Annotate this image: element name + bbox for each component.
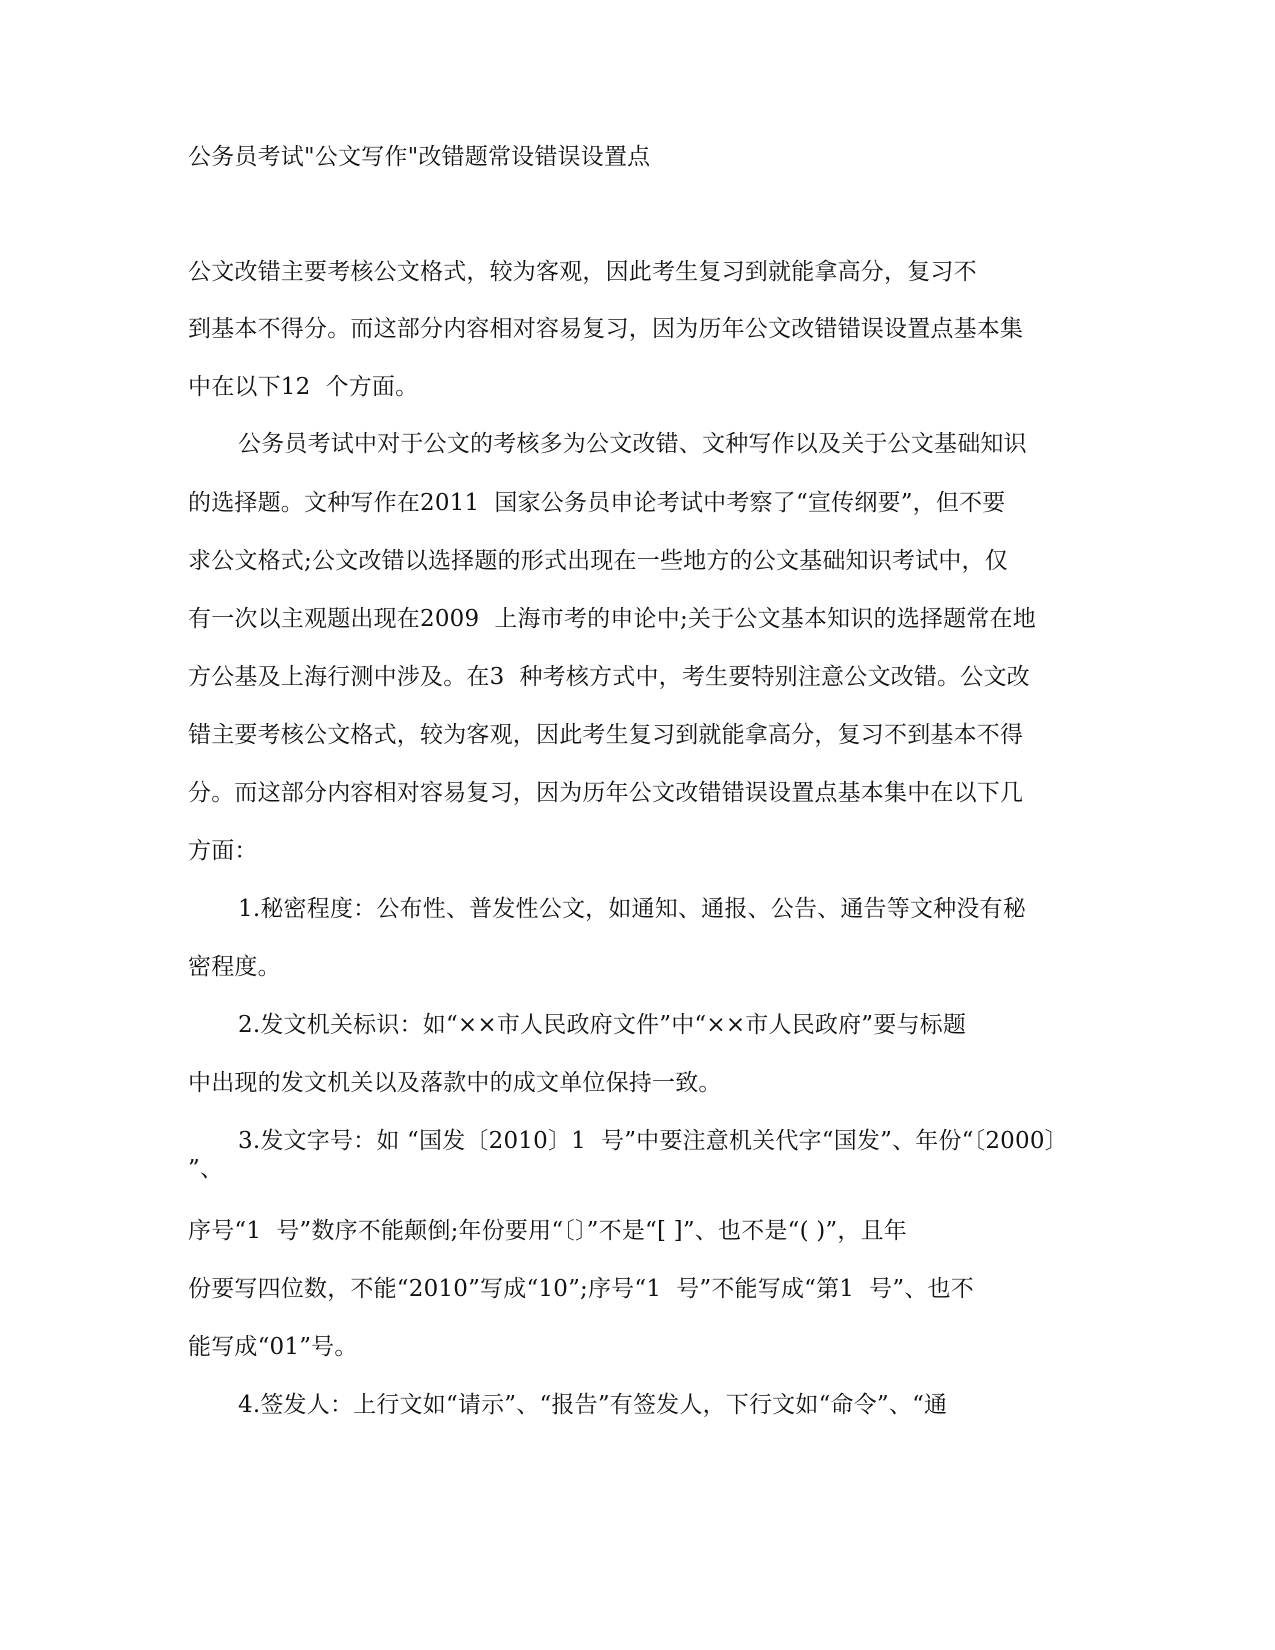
text-line: 公务员考试中对于公文的考核多为公文改错、文种写作以及关于公文基础知识 <box>238 431 1027 457</box>
text-line: 能写成“01”号。 <box>188 1334 358 1360</box>
text-line: 4.签发人：上行文如“请示”、“报告”有签发人，下行文如“命令”、“通 <box>238 1392 948 1418</box>
text-line: 求公文格式;公文改错以选择题的形式出现在一些地方的公文基础知识考试中，仅 <box>188 548 1008 574</box>
text-line: 份要写四位数，不能“2010”写成“10”;序号“1 号”不能写成“第1 号”、也不 <box>188 1276 974 1302</box>
text-line: 1.秘密程度：公布性、普发性公文，如通知、通报、公告、通告等文种没有秘 <box>238 896 1026 922</box>
text-line: 中出现的发文机关以及落款中的成文单位保持一致。 <box>188 1070 722 1096</box>
text-line: 公文改错主要考核公文格式，较为客观，因此考生复习到就能拿高分，复习不 <box>188 259 977 285</box>
text-line: 错主要考核公文格式，较为客观，因此考生复习到就能拿高分，复习不到基本不得 <box>188 722 1024 748</box>
text-line: 的选择题。文种写作在2011 国家公务员申论考试中考察了“宣传纲要”，但不要 <box>188 490 1006 516</box>
text-line: 分。而这部分内容相对容易复习，因为历年公文改错错误设置点基本集中在以下几 <box>188 780 1024 806</box>
text-line: 到基本不得分。而这部分内容相对容易复习，因为历年公文改错错误设置点基本集 <box>188 316 1024 342</box>
text-line: 3.发文字号：如 “国发〔2010〕1 号”中要注意机关代字“国发”、年份“〔2000〕 <box>238 1128 1068 1154</box>
text-line: 2.发文机关标识：如“××市人民政府文件”中“××市人民政府”要与标题 <box>238 1012 967 1038</box>
text-line: 密程度。 <box>188 954 281 980</box>
text-line: ”、 <box>188 1156 224 1182</box>
text-line: 有一次以主观题出现在2009 上海市考的申论中;关于公文基本知识的选择题常在地 <box>188 606 1036 632</box>
document-title: 公务员考试"公文写作"改错题常设错误设置点 <box>188 144 651 170</box>
text-line: 序号“1 号”数序不能颠倒;年份要用“〔〕”不是“[ ]”、也不是“( )”，且年 <box>188 1218 907 1244</box>
text-line: 方公基及上海行测中涉及。在3 种考核方式中，考生要特别注意公文改错。公文改 <box>188 664 1030 690</box>
text-line: 中在以下12 个方面。 <box>188 374 419 400</box>
text-line: 方面： <box>188 838 258 864</box>
